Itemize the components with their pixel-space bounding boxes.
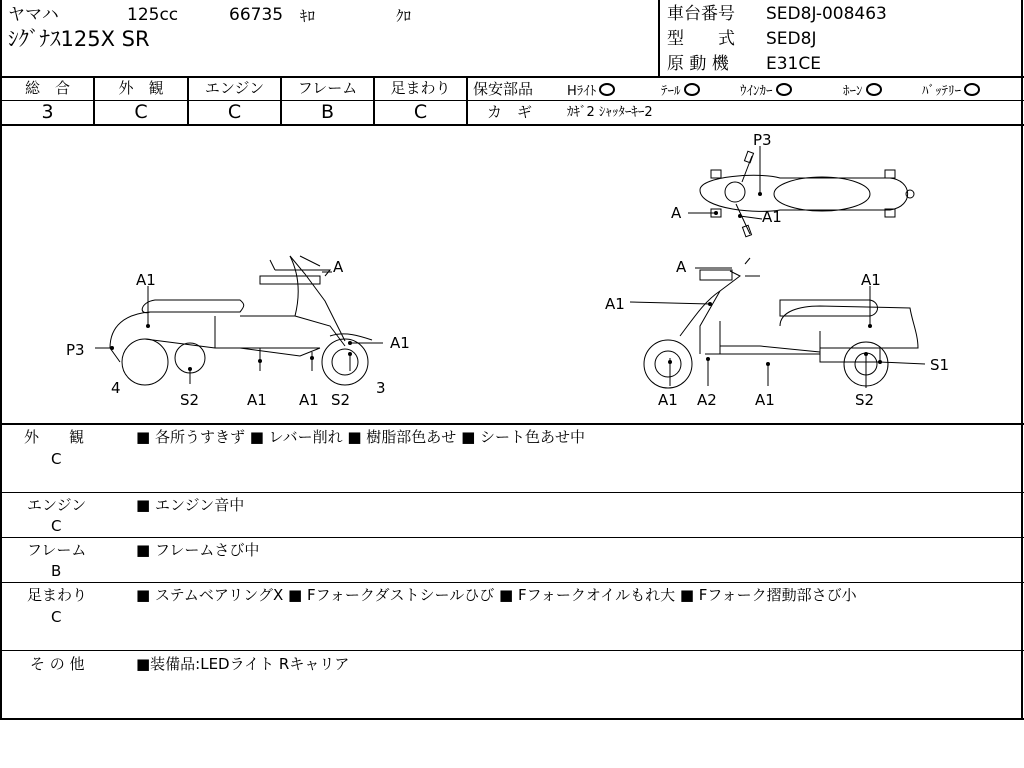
grade-value-suspension: C <box>413 101 428 123</box>
section-label-suspension: 足まわり <box>27 586 88 604</box>
grade-label-frame: フレーム <box>297 79 358 97</box>
divider <box>0 423 1024 425</box>
section-text-suspension: ■ ステムベアリングX ■ Fフォークダストシールひび ■ Fフォークオイルもれ大 ■ Fフォーク摺動部さび小 <box>136 588 857 603</box>
damage-code-label: A <box>333 258 344 276</box>
section-label-frame: フレーム <box>27 541 87 559</box>
divider <box>658 0 660 78</box>
section-grade-frame: B <box>51 562 62 580</box>
section-label-engine: エンジン <box>27 496 87 514</box>
chassis-label: 車台番号 <box>667 4 735 24</box>
damage-code-label: A <box>671 204 682 222</box>
model-name: ｼｸﾞﾅｽ125X SR <box>8 27 150 51</box>
section-text-other: ■装備品:LEDライト Rキャリア <box>136 655 350 673</box>
maker: ヤマハ <box>8 5 59 25</box>
grade-label-suspension: 足まわり <box>390 79 451 97</box>
damage-code-label: A1 <box>299 391 319 409</box>
damage-code-label: 3 <box>376 379 386 397</box>
damage-code-label: S2 <box>180 391 200 409</box>
displacement: 125cc <box>127 5 179 25</box>
damage-code-label: 4 <box>111 379 121 397</box>
type-label: 型 式 <box>667 29 735 49</box>
section-text-engine: ■ エンジン音中 <box>136 496 245 514</box>
damage-code-label: S2 <box>331 391 351 409</box>
grade-label-engine: エンジン <box>204 79 265 97</box>
ok-circle-icon <box>684 83 700 96</box>
section-text-frame: ■ フレームさび中 <box>136 541 260 559</box>
damage-code-label: A1 <box>605 295 625 313</box>
engine-label: 原 動 機 <box>667 54 729 74</box>
section-label-other: そ の 他 <box>30 655 85 673</box>
safety-item-headlight: Hﾗｲﾄ <box>567 83 615 98</box>
divider <box>0 650 1024 651</box>
damage-code-label: S2 <box>855 391 875 409</box>
engine-value: E31CE <box>766 54 821 74</box>
damage-code-label: A1 <box>861 271 881 289</box>
safety-item-battery: ﾊﾞｯﾃﾘｰ <box>922 83 980 98</box>
divider <box>466 77 468 125</box>
damage-code-label: A <box>676 258 687 276</box>
grade-value-exterior: C <box>134 101 148 123</box>
type-value: SED8J <box>766 29 817 49</box>
section-label-exterior: 外 観 <box>24 428 85 446</box>
damage-code-label: A1 <box>755 391 775 409</box>
chassis-number: SED8J-008463 <box>766 4 887 24</box>
grade-value-frame: B <box>320 101 335 123</box>
safety-item-horn: ﾎｰﾝ <box>843 83 882 98</box>
damage-code-label: A1 <box>136 271 156 289</box>
grade-value-engine: C <box>227 101 242 123</box>
damage-code-label: A1 <box>658 391 678 409</box>
section-grade-suspension: C <box>51 608 62 626</box>
key-label: カ ギ <box>487 103 533 121</box>
grade-label-exterior: 外 観 <box>118 79 164 97</box>
divider <box>0 492 1024 493</box>
safety-label: 保安部品 <box>473 80 534 98</box>
damage-code-label: A1 <box>390 334 410 352</box>
damage-code-label: A1 <box>762 208 782 226</box>
divider <box>0 582 1024 583</box>
safety-item-winker: ｳｲﾝｶｰ <box>740 83 792 98</box>
section-grade-exterior: C <box>51 450 62 468</box>
mileage-unit: ｷﾛ <box>300 7 316 25</box>
grade-label-overall: 総 合 <box>24 79 70 97</box>
ok-circle-icon <box>776 83 792 96</box>
damage-code-label: A2 <box>697 391 717 409</box>
damage-diagram <box>0 126 1024 422</box>
divider <box>0 718 1024 720</box>
key-value: ｶｷﾞ2 ｼｬｯﾀｰｷｰ2 <box>567 105 653 120</box>
section-text-exterior: ■ 各所うすきず ■ レバー削れ ■ 樹脂部色あせ ■ シート色あせ中 <box>136 428 586 446</box>
color: ｸﾛ <box>396 7 412 25</box>
divider <box>468 100 1024 101</box>
mileage: 66735 <box>229 5 284 25</box>
damage-code-label: A1 <box>247 391 267 409</box>
ok-circle-icon <box>599 83 615 96</box>
damage-code-label: P3 <box>753 131 772 149</box>
damage-code-label: P3 <box>66 341 85 359</box>
section-grade-engine: C <box>51 517 62 535</box>
ok-circle-icon <box>964 83 980 96</box>
safety-item-taillight: ﾃｰﾙ <box>661 83 700 98</box>
divider <box>0 537 1024 538</box>
damage-code-label: S1 <box>930 356 950 374</box>
ok-circle-icon <box>866 83 882 96</box>
scooter-top-view <box>688 146 914 237</box>
grade-value-overall: 3 <box>41 101 54 123</box>
divider <box>0 76 1024 78</box>
